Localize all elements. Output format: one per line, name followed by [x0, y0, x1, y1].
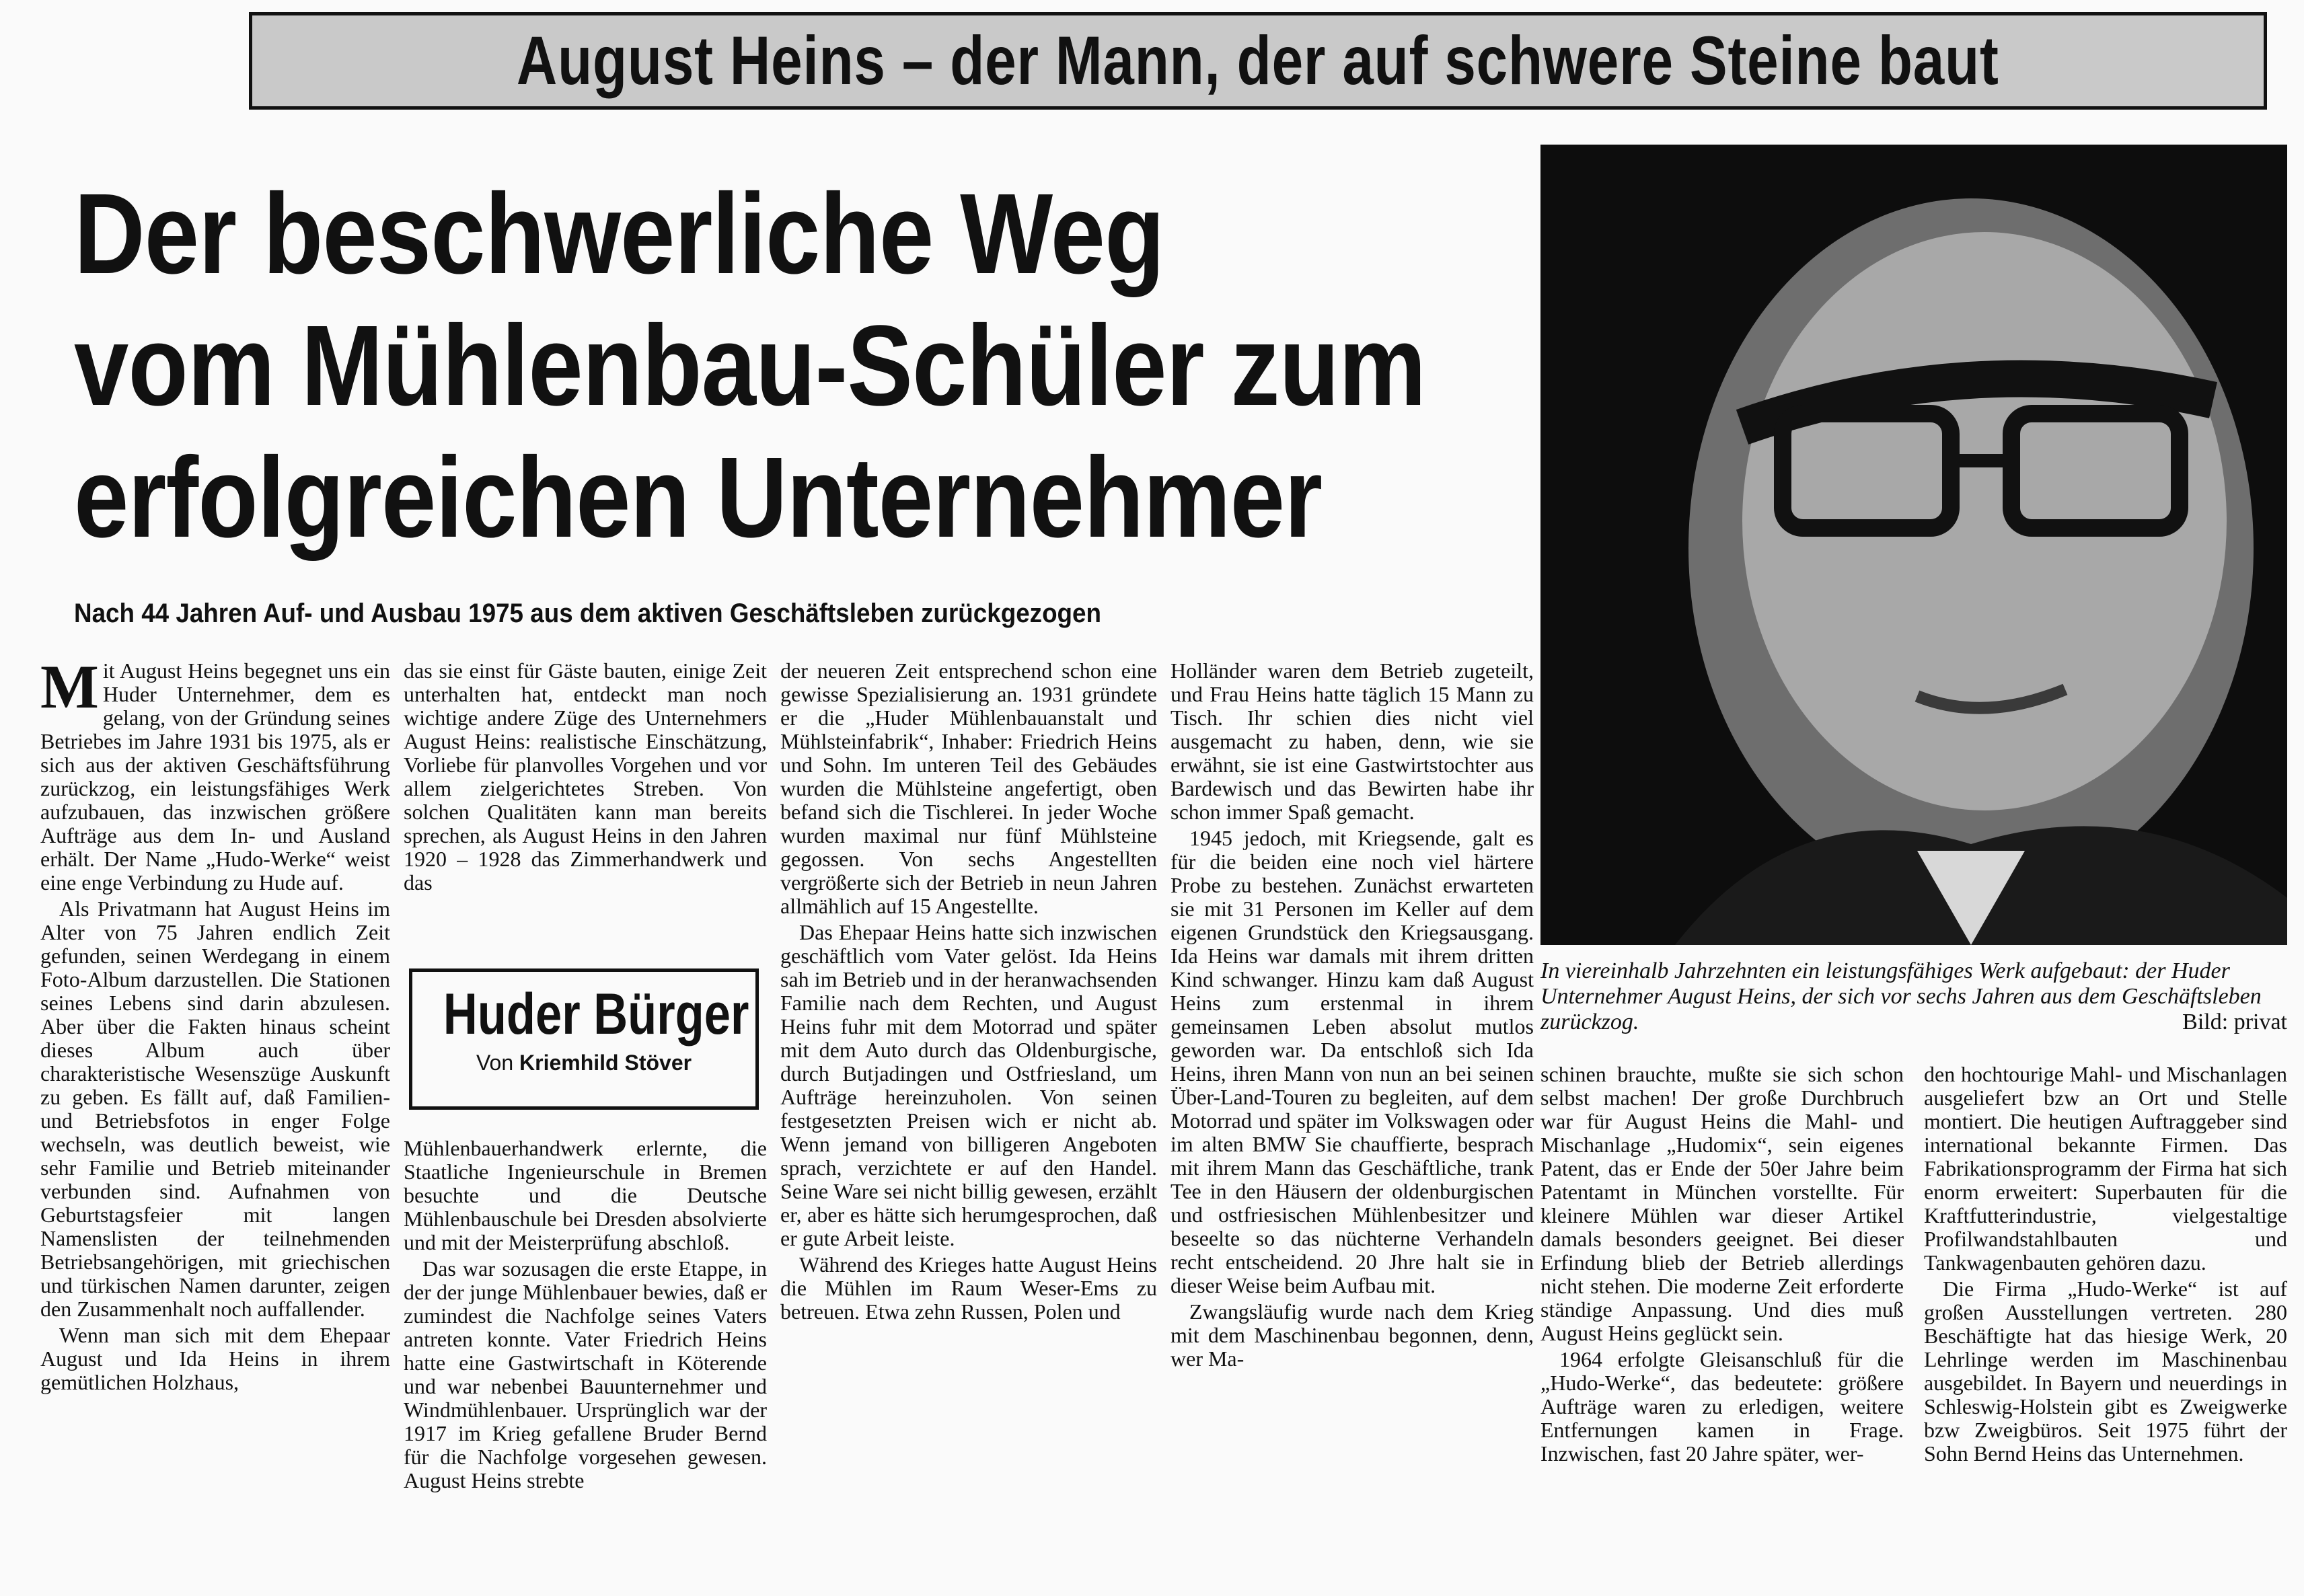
- paragraph: Als Privatmann hat August Heins im Alter von 75 Jahren endlich Zeit gefunden, seinen Werdegang in einem Foto-Album darzustellen. Die Stationen seines Lebens sind darin abzulesen. Aber über die Fakten hinaus scheint dieses Album auch über charakteristische Wesenszüge Auskunft zu geben. Es fällt auf, daß Familien- und Betriebsfotos in enger Folge wechseln, was deutlich beweist, wie sehr Familie und Betrieb miteinander verbunden sind. Aufnahmen von Geburtstagsfeier mit langen Namenslisten der teilnehmenden Betriebsangehörigen, mit griechischen und türkischen Namen darunter, zeigen den Zusammenhalt noch auffallender.: [40, 897, 390, 1321]
- kicker-text: August Heins – der Mann, der auf schwere Steine baut: [517, 22, 1999, 99]
- paragraph: Mühlenbauerhandwerk erlernte, die Staatliche Ingenieurschule in Bremen besuchte und die Deutsche Mühlenbauschule bei Dresden absolvierte und mit der Meisterprüfung abschloß.: [404, 1136, 767, 1254]
- paragraph: Holländer waren dem Betrieb zugeteilt, und Frau Heins hatte täglich 15 Mann zu Tisch. Ihr schien dies nicht viel ausgemacht zu haben, denn, wie sie erwähnt, sie ist eine Gastwirtstochter aus Bardewisch und das Bewirten habe ihr schon immer Spaß gemacht.: [1170, 658, 1534, 824]
- article-column-6: [1924, 1063, 2287, 1468]
- portrait-illustration: [1540, 145, 2287, 945]
- photo-credit: Bild: privat: [2182, 1010, 2287, 1034]
- photo-caption: [1540, 958, 2287, 1035]
- article-column-5: [1540, 1063, 1904, 1468]
- paragraph: das sie einst für Gäste bauten, einige Zeit unterhalten hat, entdeckt man noch wichtige andere Züge des Unternehmers August Heins: realistische Einschätzung, Vorliebe für planvolles Vorgehen und vor allem zielgerichtetes Streben. Von solchen Qualitäten kann man bereits sprechen, als August Heins in den Jahren 1920 – 1928 das Zimmerhandwerk und das: [404, 658, 767, 895]
- headline-line: erfolgreichen Unternehmer: [74, 434, 1323, 562]
- paragraph: [40, 652, 390, 895]
- article-column-2-continued: [404, 1137, 767, 1495]
- paragraph: Das Ehepaar Heins hatte sich inzwischen geschäftlich vom Vater gelöst. Ida Heins sah im Betrieb und in der heranwachsenden Familie nach dem Rechten, und August Heins fuhr mit dem Motorrad und später mit dem Auto durch das Oldenburgische, durch Butjadingen und Ostfriesland, um Aufträge hereinzuholen. Von seinen festgesetzten Preisen wich er nicht ab. Wenn jemand von billigeren Angeboten sprach, verzichtete er auf den Handel. Seine Ware sei nicht billig gewesen, erzählt er, aber es hätte sich herumgesprochen, daß er gute Arbeit leiste.: [780, 920, 1157, 1250]
- headline: [74, 168, 1500, 564]
- paragraph: Die Firma „Hudo-Werke“ ist auf großen Ausstellungen vertreten. 280 Beschäftigte hat das hiesige Werk, 20 Lehrlinge werden im Maschinenbau ausgebildet. In Bayern und neuerdings in Schleswig-Holstein gibt es Zweigwerke bzw Zweigbüros. Seit 1975 führt der Sohn Bernd Heins das Unternehmen.: [1924, 1277, 2287, 1466]
- subheadline: Nach 44 Jahren Auf- und Ausbau 1975 aus dem aktiven Geschäftsleben zurückgezogen: [74, 599, 1101, 628]
- paragraph: Während des Krieges hatte August Heins die Mühlen im Raum Weser-Ems zu betreuen. Etwa zehn Russen, Polen und: [780, 1252, 1157, 1324]
- byline-box: [409, 968, 759, 1110]
- article-column-3: [780, 659, 1157, 1326]
- paragraph: schinen brauchte, mußte sie sich schon selbst machen! Der große Durchbruch war für August Heins die Mahl- und Mischanlage „Hudomix“, sein eigenes Patent, das er Ende der 50er Jahre beim Patentamt in München vorstellte. Für kleinere Mühlen war dieser Artikel damals besonders geeignet. Bei dieser Erfindung blieb der Betrieb allerdings nicht stehen. Die moderne Zeit erforderte ständige Anpassung. Und dies muß August Heins geglückt sein.: [1540, 1062, 1904, 1345]
- author-name: Kriemhild Stöver: [519, 1051, 692, 1075]
- author-line: [412, 1051, 755, 1075]
- paragraph: Das war sozusagen die erste Etappe, in der der junge Mühlenbauer bewies, daß er zumindest die Nachfolge seines Vaters antreten konnte. Vater Friedrich Heins hatte eine Gastwirtschaft in Köterende und war nebenbei Bauunternehmer und Windmühlenbauer. Ursprünglich war der 1917 im Krieg gefallene Bruder Bernd für die Nachfolge vorgesehen gewesen. August Heins strebte: [404, 1256, 767, 1492]
- paragraph: 1945 jedoch, mit Kriegsende, galt es für die beiden eine noch viel härtere Probe zu bestehen. Zunächst erwarteten sie mit 31 Personen im Keller auf dem eigenen Grundstück den Kriegsausgang. Ida Heins war damals mit ihrem dritten Kind schwanger. Hinzu kam daß August Heins zum erstenmal in ihrem gemeinsamen Leben absolut mutlos geworden war. Da entschloß sich Ida Heins, ihren Mann von nun an bei seinen Über-Land-Touren zu begleiten, auf dem Motorrad und später im Volkswagen oder im alten BMW Sie chauffierte, besprach mit ihrem Mann das Geschäftliche, trank Tee in den Häusern der oldenburgischen und ostfriesischen Mühlenbesitzer und beseelte so das nüchterne Verhandeln recht entscheidend. 20 Jhre halt sie in dieser Weise beim Aufbau mit.: [1170, 826, 1534, 1297]
- portrait-photo: [1540, 145, 2287, 945]
- headline-line: Der beschwerliche Weg: [74, 170, 1164, 298]
- drop-cap: M: [40, 652, 99, 721]
- author-prefix: Von: [476, 1051, 514, 1075]
- caption-text: In viereinhalb Jahrzehnten ein leistungsfähiges Werk aufgebaut: der Huder Unternehmer August Heins, der sich vor sechs Jahren aus dem Geschäftsleben zurückzog.: [1540, 958, 2262, 1034]
- article-column-2: [404, 659, 767, 897]
- kicker-banner: [249, 12, 2267, 110]
- paragraph: Zwangsläufig wurde nach dem Krieg mit dem Maschinenbau begonnen, denn, wer Ma-: [1170, 1299, 1534, 1371]
- paragraph-text: it August Heins begegnet uns ein Huder Unternehmer, dem es gelang, von der Gründung seines Betriebes im Jahre 1931 bis 1975, als er sich aus der aktiven Geschäftsführung zurückzog, ein leistungsfähiges Werk aufzubauen, das inzwischen größere Aufträge aus dem In- und Ausland erhält. Der Name „Hudo-Werke“ weist eine enge Verbindung zu Hude auf.: [40, 658, 390, 895]
- headline-line: vom Mühlenbau-Schüler zum: [74, 302, 1426, 430]
- article-column-4: [1170, 659, 1534, 1373]
- paragraph: den hochtourige Mahl- und Mischanlagen ausgeliefert bzw an Ort und Stelle montiert. Die heutigen Auftraggeber sind international bekannte Firmen. Das Fabrikationsprogramm der Firma hat sich enorm erweitert: Superbauten für die Kraftfutterindustrie, vielgestaltige Profilwandstahlbauten und Tankwagenbauten gehören dazu.: [1924, 1062, 2287, 1275]
- article-column-1: [40, 652, 390, 1397]
- paragraph: Wenn man sich mit dem Ehepaar August und Ida Heins in ihrem gemütlichen Holzhaus,: [40, 1323, 390, 1394]
- series-title: Huder Bürger: [443, 982, 749, 1047]
- paragraph: 1964 erfolgte Gleisanschluß für die „Hudo-Werke“, das bedeutete: größere Aufträge waren zu erledigen, weitere Entfernungen kamen in Frage. Inzwischen, fast 20 Jahre später, wer-: [1540, 1347, 1904, 1466]
- paragraph: der neueren Zeit entsprechend schon eine gewisse Spezialisierung an. 1931 gründete er die „Huder Mühlenbauanstalt und Mühlsteinfabrik“, Inhaber: Friedrich Heins und Sohn. Im unteren Teil des Gebäudes wurden die Mühlsteine angefertigt, oben befand sich die Tischlerei. In jeder Woche wurden maximal nur fünf Mühlsteine gegossen. Von sechs Angestellten vergrößerte sich der Betrieb in neun Jahren allmählich auf 15 Angestellte.: [780, 658, 1157, 918]
